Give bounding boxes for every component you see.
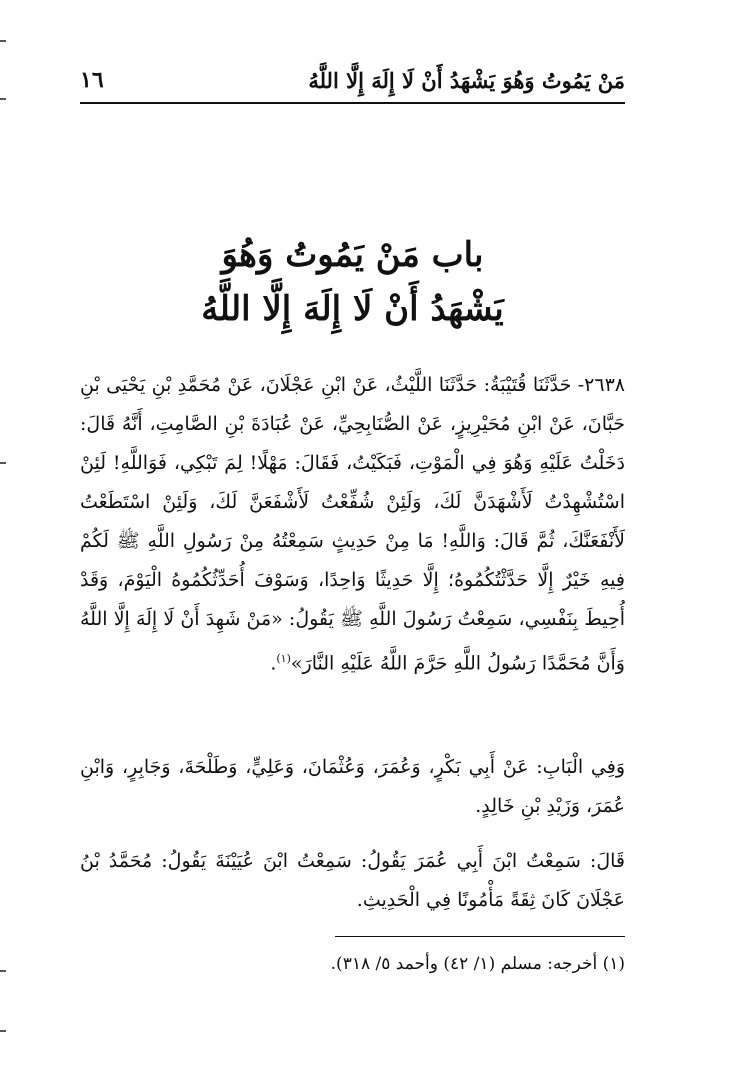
chapter-title xyxy=(80,228,625,336)
chapter-title-line-2: يَشْهَدُ أَنْ لَا إِلَهَ إِلَّا اللَّهُ xyxy=(201,289,504,329)
footnote: (١) أخرجه: مسلم (١/ ٤٢) وأحمد ٥/ ٣١٨). xyxy=(330,954,625,974)
footnote-divider xyxy=(335,936,625,937)
bab-paragraph: وَفِي الْبَابِ: عَنْ أَبِي بَكْرٍ، وَعُمَرَ، وَعُثْمَانَ، وَعَلِيٍّ، وَطَلْحَةَ، وَجَابِرٍ، وَابْنِ عُمَرَ، وَزَيْدِ بْنِ خَالِدٍ. xyxy=(80,756,625,817)
period-mark: . xyxy=(270,652,277,675)
margin-mark xyxy=(0,40,6,42)
margin-mark xyxy=(0,1030,6,1032)
hadith-paragraph xyxy=(80,366,625,683)
page-number: ١٦ xyxy=(80,67,104,93)
running-title: مَنْ يَمُوتُ وَهُوَ يَشْهَدُ أَنْ لَا إِلَهَ إِلَّا اللَّهُ xyxy=(308,67,625,93)
margin-mark xyxy=(0,462,6,464)
margin-mark xyxy=(0,98,6,100)
page-header xyxy=(80,58,625,104)
margin-mark xyxy=(0,970,6,972)
footnote-reference: (١) xyxy=(276,652,291,665)
qala-paragraph: قَالَ: سَمِعْتُ ابْنَ أَبِي عُمَرَ يَقُولُ: سَمِعْتُ ابْنَ عُيَيْنَةَ يَقُولُ: مُحَمَّدُ بْنُ عَجْلَانَ كَانَ ثِقَةً مَأْمُونًا فِي الْحَدِيثِ. xyxy=(80,850,625,911)
hadith-text: ٢٦٣٨- حَدَّثَنَا قُتَيْبَةُ: حَدَّثَنَا اللَّيْثُ، عَنْ ابْنِ عَجْلَانَ، عَنْ مُحَمَّدِ بْنِ يَحْيَى بْنِ حَبَّانَ، عَنْ ابْنِ مُحَيْرِيزٍ، عَنْ الصُّنَابِحِيِّ، عَنْ عُبَادَةَ بْنِ الصَّامِتِ، أَنَّهُ قَالَ: دَخَلْتُ عَلَيْهِ وَهُوَ فِي الْمَوْتِ، فَبَكَيْتُ، فَقَالَ: مَهْلًا! لِمَ تَبْكِي، فَوَاللَّهِ! لَئِنْ اسْتُشْهِدْتُ لَأَشْهَدَنَّ لَكَ، وَلَئِنْ شُفِّعْتُ لَأَشْفَعَنَّ لَكَ، وَلَئِنْ اسْتَطَعْتُ لَأَنْفَعَنَّكَ، ثُمَّ قَالَ: وَاللَّهِ! مَا مِنْ حَدِيثٍ سَمِعْتُهُ مِنْ رَسُولِ اللَّهِ ﷺ لَكُمْ فِيهِ خَيْرٌ إِلَّا حَدَّثْتُكُمُوهُ؛ إِلَّا حَدِيثًا وَاحِدًا، وَسَوْفَ أُحَدِّثُكُمُوهُ الْيَوْمَ، وَقَدْ أُحِيطَ بِنَفْسِي، سَمِعْتُ رَسُولَ اللَّهِ ﷺ يَقُولُ: «مَنْ شَهِدَ أَنْ لَا إِلَهَ إِلَّا اللَّهُ وَأَنَّ مُحَمَّدًا رَسُولُ اللَّهِ حَرَّمَ اللَّهُ عَلَيْهِ النَّارَ» xyxy=(80,374,625,675)
chapter-title-line-1: باب مَنْ يَمُوتُ وَهُوَ xyxy=(221,235,484,275)
